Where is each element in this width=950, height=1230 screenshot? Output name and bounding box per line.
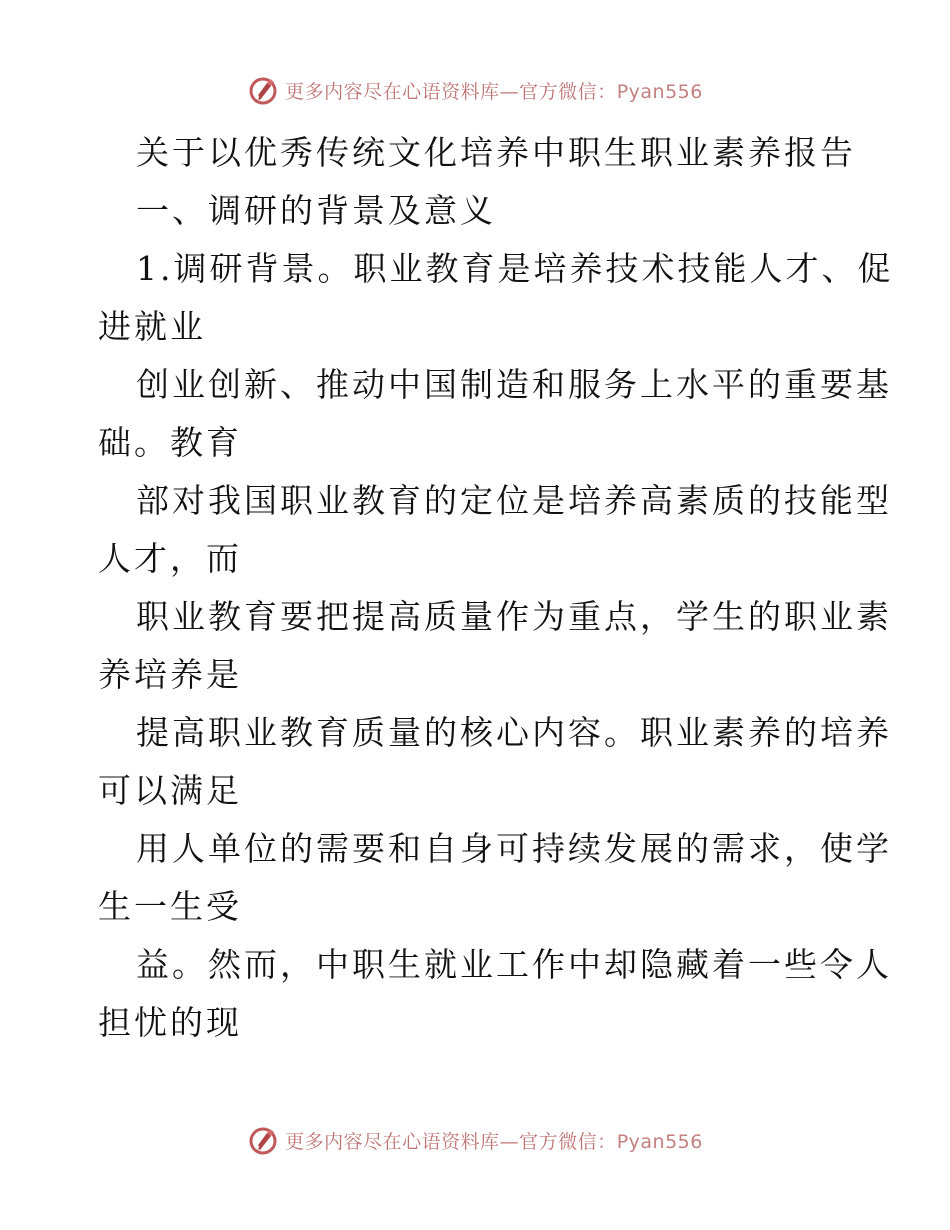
watermark-text: 更多内容尽在心语资料库—官方微信：Pyan556 [285, 1130, 703, 1153]
paragraph-line: 用人单位的需要和自身可持续发展的需求，使学 [136, 829, 892, 868]
footer-watermark [0, 1120, 950, 1160]
document-title: 关于以优秀传统文化培养中职生职业素养报告 [136, 133, 856, 172]
pen-circle-logo-icon [247, 1124, 279, 1156]
paragraph-line: 础。教育 [98, 423, 242, 462]
paragraph-line: 职业教育要把提高质量作为重点，学生的职业素 [136, 597, 892, 636]
paragraph-line: 创业创新、推动中国制造和服务上水平的重要基 [136, 365, 892, 404]
pen-circle-logo-icon [247, 74, 279, 106]
header-watermark [0, 70, 950, 110]
paragraph-line: 养培养是 [98, 655, 242, 694]
watermark-text: 更多内容尽在心语资料库—官方微信：Pyan556 [285, 80, 703, 103]
section-heading: 一、调研的背景及意义 [136, 191, 496, 230]
paragraph-line: 生一生受 [98, 887, 242, 926]
paragraph-line: 人才，而 [98, 539, 242, 578]
paragraph-line: 可以满足 [98, 771, 242, 810]
paragraph-line: 提高职业教育质量的核心内容。职业素养的培养 [136, 713, 892, 752]
document-body [98, 124, 894, 1052]
paragraph-line: 进就业 [98, 307, 206, 346]
paragraph-line: 1.调研背景。职业教育是培养技术技能人才、促 [136, 249, 894, 288]
paragraph-line: 担忧的现 [98, 1003, 242, 1042]
paragraph-line: 益。然而，中职生就业工作中却隐藏着一些令人 [136, 945, 892, 984]
paragraph-line: 部对我国职业教育的定位是培养高素质的技能型 [136, 481, 892, 520]
